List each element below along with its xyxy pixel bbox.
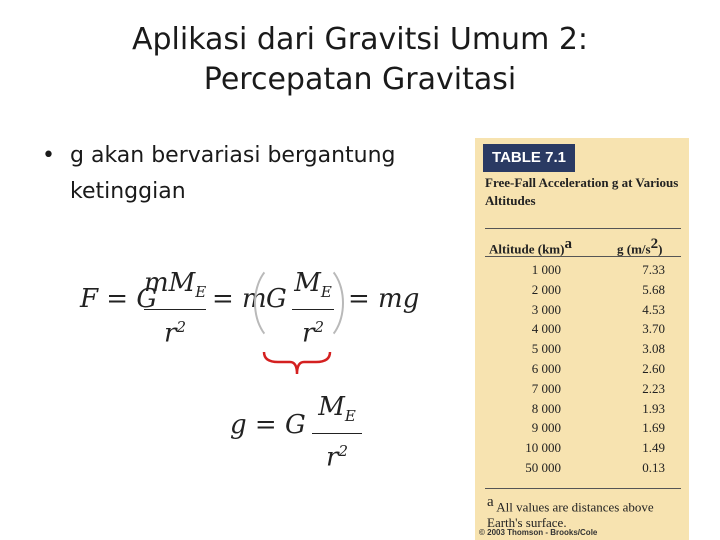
- altitude-cell: 9 000: [531, 420, 561, 436]
- slide-title-line1: Aplikasi dari Gravitsi Umum 2:: [131, 22, 589, 57]
- table-row: [475, 321, 693, 341]
- table-row: [475, 460, 693, 480]
- table-row: [475, 262, 693, 282]
- g-cell: 4.53: [642, 301, 665, 317]
- col-altitude-text: Altitude (km): [489, 241, 565, 257]
- eq2-fraction: [312, 392, 362, 473]
- table-caption: Free-Fall Acceleration g at Various Altitudes: [485, 175, 679, 208]
- column-header-g: [617, 236, 662, 257]
- altitude-cell: 50 000: [525, 459, 561, 475]
- altitude-cell: 7 000: [531, 380, 561, 396]
- bullet-marker: •: [42, 143, 55, 168]
- g-cell: 1.49: [642, 440, 665, 456]
- altitude-table: [475, 138, 693, 540]
- footnote-text: All values are distances above Earth's surface.: [487, 499, 654, 531]
- eq1-frac2-num-sub: E: [320, 283, 332, 302]
- footnote-mark: a: [487, 494, 494, 510]
- bullet-text: g akan bervariasi bergantung ketinggian: [70, 143, 396, 204]
- table-footnote: [487, 494, 687, 531]
- table-row: [475, 341, 693, 361]
- altitude-cell: 8 000: [531, 400, 561, 416]
- eq2-num-sub: E: [344, 407, 356, 426]
- g-cell: 3.08: [642, 341, 665, 357]
- eq1-rhs: = mg: [348, 284, 420, 314]
- eq2-den: r: [326, 442, 339, 473]
- table-row: [475, 282, 693, 302]
- eq1-frac1-num-sub: E: [195, 283, 207, 302]
- eq1-fraction1: [144, 268, 206, 349]
- table-row: [475, 381, 693, 401]
- g-cell: 5.68: [642, 281, 665, 297]
- gravity-equation: [230, 388, 390, 473]
- eq2-lhs: g = G: [230, 410, 306, 440]
- eq2-num: M: [318, 392, 345, 422]
- eq2-bar: [312, 433, 362, 434]
- table-body: [475, 262, 693, 480]
- eq1-frac2-num: M: [294, 268, 321, 298]
- slide-title: [60, 20, 660, 100]
- eq1-frac1-den: r: [164, 318, 177, 349]
- g-cell: 3.70: [642, 321, 665, 337]
- table-rule-top: [485, 228, 681, 229]
- eq1-frac1-den-sup: 2: [176, 318, 186, 337]
- copyright: © 2003 Thomson - Brooks/Cole: [479, 528, 598, 537]
- table-row: [475, 302, 693, 322]
- force-equation: [80, 262, 420, 349]
- table-rule-bottom: [485, 488, 681, 489]
- eq1-mid: = m: [212, 284, 267, 314]
- altitude-cell: 10 000: [525, 440, 561, 456]
- eq2-den-sup: 2: [338, 442, 348, 461]
- eq1-frac2-den: r: [302, 318, 315, 349]
- col-g-end: ): [658, 241, 663, 257]
- g-cell: 2.60: [642, 360, 665, 376]
- table-rule-header: [485, 256, 681, 257]
- g-cell: 1.69: [642, 420, 665, 436]
- table-row: [475, 440, 693, 460]
- eq1-frac1-num: mM: [144, 268, 196, 298]
- brace-icon: [262, 350, 332, 378]
- altitude-cell: 6 000: [531, 360, 561, 376]
- g-cell: 1.93: [642, 400, 665, 416]
- table-row: [475, 361, 693, 381]
- eq1-frac2-bar: [292, 309, 334, 310]
- slide-title-line2: Percepatan Gravitasi: [203, 62, 517, 97]
- altitude-cell: 4 000: [531, 321, 561, 337]
- eq1-lhs: F = G: [80, 284, 158, 314]
- column-header-altitude: [489, 236, 572, 257]
- g-cell: 2.23: [642, 380, 665, 396]
- col-g-text: g (m/s: [617, 241, 651, 257]
- g-cell: 7.33: [642, 262, 665, 277]
- col-g-sup: 2: [650, 236, 659, 252]
- eq1-fraction2: [292, 268, 334, 349]
- table-row: [475, 401, 693, 421]
- table-row: [475, 420, 693, 440]
- altitude-cell: 5 000: [531, 341, 561, 357]
- table-label: TABLE 7.1: [483, 144, 575, 172]
- eq1-frac1-bar: [144, 309, 206, 310]
- eq1-G2: G: [266, 284, 287, 314]
- col-altitude-sup: a: [564, 236, 572, 252]
- altitude-cell: 1 000: [531, 262, 561, 277]
- eq1-frac2-den-sup: 2: [314, 318, 324, 337]
- g-cell: 0.13: [642, 459, 665, 475]
- altitude-cell: 2 000: [531, 281, 561, 297]
- altitude-cell: 3 000: [531, 301, 561, 317]
